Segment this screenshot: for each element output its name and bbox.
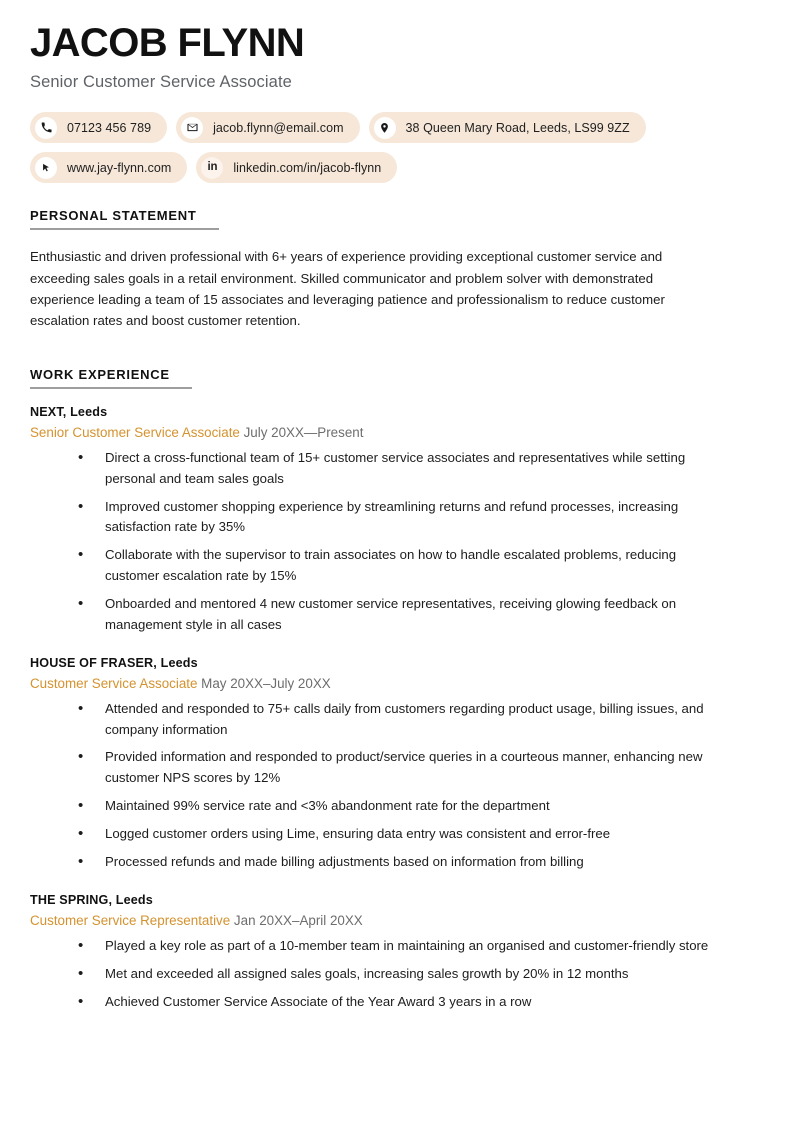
job-dates: Jan 20XX–April 20XX [230, 912, 363, 928]
job-bullet: • Maintained 99% service rate and <3% abandonment rate for the department [78, 796, 718, 817]
job-bullet-list [30, 699, 718, 873]
linkedin-icon: in [201, 157, 223, 179]
job-meta [30, 424, 718, 442]
contact-badge[interactable] [196, 152, 397, 183]
personal-statement-body-wrap [30, 246, 718, 332]
cursor-icon [35, 157, 57, 179]
location-pin-icon [374, 117, 396, 139]
contact-badge[interactable] [30, 152, 187, 183]
contact-badge-text: jacob.flynn@email.com [213, 120, 344, 135]
contact-badge-text: 07123 456 789 [67, 120, 152, 135]
section-title-text: WORK EXPERIENCE [30, 366, 170, 382]
job-bullet: • Onboarded and mentored 4 new customer service representatives, receiving glowing feedback on management style in all cases [78, 594, 718, 636]
job-bullet: • Provided information and responded to product/service queries in a courteous manner, enhancing new customer NPS scores by 12% [78, 747, 718, 789]
job-bullet: • Processed refunds and made billing adjustments based on information from billing [78, 852, 718, 873]
job-dates: July 20XX—Present [239, 424, 364, 440]
job-bullet-list [30, 936, 718, 1013]
job-bullet: • Played a key role as part of a 10-member team in maintaining an organised and customer-friendly store [78, 936, 718, 957]
email-icon [181, 117, 203, 139]
personal-statement-body: Enthusiastic and driven professional with 6+ years of experience providing exceptional customer service and exceeding sales goals in a retail environment. Skilled communicator and problem solver with demonstrated experience leading a team of 15 associates and leveraging patience and professionalism to reduce customer escalation rates and boost customer retention. [30, 249, 665, 329]
job-title: Customer Service Representative [30, 912, 231, 928]
personal-statement-heading [30, 208, 219, 230]
phone-icon [35, 117, 57, 139]
job-meta [30, 675, 718, 693]
job-dates: May 20XX–July 20XX [197, 675, 331, 691]
job-bullet: • Met and exceeded all assigned sales goals, increasing sales growth by 20% in 12 months [78, 964, 718, 985]
work-experience-heading [30, 367, 192, 389]
work-experience-section [30, 366, 718, 1013]
contact-row-2 [30, 152, 718, 183]
job-title: Senior Customer Service Associate [30, 424, 240, 440]
candidate-name: JACOB FLYNN [30, 21, 305, 65]
job-bullet: • Achieved Customer Service Associate of the Year Award 3 years in a row [78, 992, 718, 1013]
job-meta [30, 912, 718, 930]
job-bullet: • Improved customer shopping experience by streamlining returns and refund processes, increasing satisfaction rate by 35% [78, 497, 718, 539]
contact-badge-text: www.jay-flynn.com [67, 160, 172, 175]
job-entry [30, 405, 718, 636]
contact-badge-text: 38 Queen Mary Road, Leeds, LS99 9ZZ [405, 120, 630, 135]
contact-badge-text: linkedin.com/in/jacob-flynn [233, 160, 382, 175]
job-bullet-list [30, 448, 718, 636]
contact-details [30, 112, 718, 183]
contact-badge[interactable] [176, 112, 359, 143]
contact-row-1 [30, 112, 718, 143]
candidate-headline: Senior Customer Service Associate [30, 73, 292, 92]
job-bullet: • Collaborate with the supervisor to train associates on how to handle escalated problems, reducing customer escalation rate by 15% [78, 545, 718, 587]
job-company: THE SPRING, Leeds [30, 892, 153, 907]
job-bullet: • Attended and responded to 75+ calls daily from customers regarding product usage, billing issues, and company information [78, 699, 718, 741]
job-title: Customer Service Associate [30, 675, 198, 691]
job-bullet: • Logged customer orders using Lime, ensuring data entry was consistent and error-free [78, 824, 718, 845]
job-list [30, 405, 718, 1013]
contact-badge[interactable] [369, 112, 646, 143]
job-bullet: • Direct a cross-functional team of 15+ customer service associates and representatives while setting personal and team sales goals [78, 448, 718, 490]
job-entry [30, 893, 718, 1013]
personal-statement-section [30, 207, 718, 332]
section-title-text: PERSONAL STATEMENT [30, 208, 197, 224]
job-company: NEXT, Leeds [30, 404, 108, 419]
job-company: HOUSE OF FRASER, Leeds [30, 655, 198, 670]
contact-badge[interactable] [30, 112, 167, 143]
job-entry [30, 656, 718, 873]
